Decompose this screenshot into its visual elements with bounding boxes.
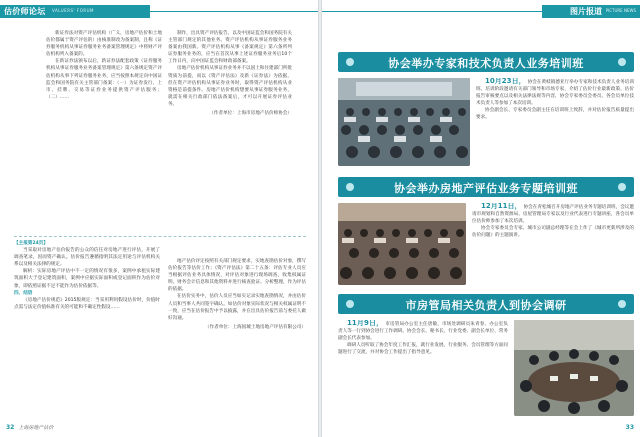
paragraph: 制作，出具资产评估报告。以及中国证监会和国务院有关主管部门规定的其他业务。资产评估机构从事证券服务业务备案由我国新。资产评估机构从事《备案规定》第六条所列证券服务业务的，应当在首次从事上述证券服务业务后10个工作日内，向中国证监会和财政部备案。 [168, 31, 292, 65]
news-date: 10月23日， [485, 78, 526, 85]
news-body [338, 320, 508, 422]
paragraph: 协会在青松城召开房地产评估业务专题培训班，会议邀请市规划和自然资源局、房屋管理局专家以及行业代表进行专题讲座，各会员单位估价师参加了本次培训。 [472, 205, 634, 225]
paragraph: 协会在黄岐镇德亚厅举办专家和技术负责人业务培训班。培训阶段邀请有关部门领导和市场专家，介绍了估价行业最新政策、估价报告审核要点以及相关法律法规等内容，协会专家委员会委员、各会员单位技术负责人等参加了本次培训。 [476, 80, 634, 107]
paragraph: 市房管局办公室主任唐敏、市场处调研员朱青春、办公室负责人等一行到协会进行工作调研。协会会长、秘书长、行业党委、副会长单位、常务副会长代表参加。 [338, 322, 508, 342]
article-divider [14, 236, 306, 237]
paragraph: 在新证券法颁布以后，新证券法配套政策《证券服务机构从事证券服务业务备案管理规定》第六条规定资产评估机构从事下列证券服务业务，应当按照本规定向中国证监会和国务院有关主管部门备案：（一）为证券发行、上市、挂牌、交易等证券业务提供资产评估服务；（二）…… [46, 59, 162, 100]
continuation-note: 【主报第24页】 [14, 241, 48, 246]
article2-column2 [168, 258, 306, 424]
banner-dot-icon [618, 58, 626, 66]
news-banner [338, 177, 634, 197]
page-number-left [6, 424, 53, 431]
banner-dot-icon [618, 300, 626, 308]
news-title: 协会举办房地产评估业务专题培训班 [394, 182, 578, 195]
left-page-header [0, 0, 318, 22]
training-photo [338, 78, 470, 166]
paragraph: 房地产估价机构从事证券业务并不以国土和住建部门所批资质为前提，而以《资产评估法》及新《证券法》为依据，但在资产评估机构从事证券业务时，取得资产评估机构从业资格是前提条件。房地产估价机构想要从事证券服务业务，就需在相关行政部门依法备案后，才可以开展证券评估业务。 [168, 66, 292, 107]
author-affiliation: （作者单位：上海国城土地房地产评估有限公司） [204, 324, 306, 330]
news-title: 协会举办专家和技术负责人业务培训班 [388, 57, 584, 70]
news-body [472, 203, 634, 289]
paragraph: 在估价实务中，估价人员应当如实记录实地查勘情况，并由估价人员和当事人共同签字确认。如估价对象实际状况与相关权属证明不一致，应当在估价报告中予以披露，并在出具估价报告前与委托人做好沟通。 [168, 294, 306, 321]
news-title: 市房管局相关负责人到协会调研 [405, 299, 567, 312]
section-title: 估价师论坛 [4, 7, 46, 16]
news-banner [338, 52, 634, 72]
paragraph: 调研人员听取了协会年度工作汇报，就行业发展、行业服务、会员管理等方面问题进行了交流，并对协会工作提出了指导意见。 [338, 343, 508, 356]
section-subtitle: VALUERS' FORUM [52, 8, 94, 13]
header-rule [322, 11, 542, 12]
banner-dot-icon [618, 183, 626, 191]
news-date: 11月9日， [347, 320, 384, 327]
news-banner [338, 294, 634, 314]
article1-column1 [46, 30, 162, 252]
article2-column1 [14, 240, 160, 424]
seminar-photo [338, 203, 466, 285]
page-number-right: 33 [625, 424, 634, 431]
right-page [322, 0, 640, 437]
subheading: 四、结语 [14, 290, 33, 296]
paragraph: 解析：实际房地产评估中不一定的情况有很多，案例中承租实际建筑面积大于登记建筑面积，案例中应据实际面积或登记面积作为估价对象，即依照证据不足不能作为估价依据等。 [14, 269, 160, 289]
article1-column2 [168, 30, 292, 260]
paragraph: 新证券法对资产评估机构（广义，房地产估价和土地估价都属于资产评估的）由核准制改为备案制，且称《证券服务机构从事证券服务业务备案管理规定》中将财产评估机构列入备案的。 [46, 31, 162, 58]
section-title: 图片报道 [570, 7, 602, 16]
header-rule [150, 11, 318, 12]
folio: 32 [6, 424, 15, 431]
paragraph: 协会副会长、专家委员会副主任在培训班上致辞，并对估价报告质量提出要求。 [476, 108, 634, 121]
news-body [476, 78, 634, 170]
left-page [0, 0, 318, 437]
paragraph: 《房地产估价规范》2015版规定：当采用利用假设估价时，价值时点需与法定价值标准有关的可能和不确定性假设…… [14, 297, 160, 310]
news-date: 12月11日， [481, 203, 522, 210]
right-page-header [322, 0, 640, 22]
paragraph: 当采取对房地产估价报告的公众的信任对房地产进行评估，开展了调查笔录，因而资产确认。估价报告遵循指明其法定用途与评估机构关系以及相关法律的规定。 [14, 248, 160, 268]
paragraph: 地产估价评定按照有关部门规定要求，实地查勘估价对象，撰写估价报告等估价工作；《资产评估法》第二十五条：评估专业人员应当根据评估业务具体情况，对评估对象进行现场调查，收集权属证明、财务会计信息和其他资料并进行核查验证、分析整理，作为评估的依据。 [168, 259, 306, 293]
author-affiliation: （作者单位：上海市房地产估价师协会） [209, 111, 292, 117]
meeting-photo [514, 320, 634, 416]
magazine-name: 上海房地产估价 [18, 425, 54, 431]
paragraph: 协会专家委员会专家、城市公司副总经理等在会上作了《城市更新所涉及的估价问题》的主题演讲。 [472, 226, 634, 239]
section-subtitle: PICTURE NEWS [605, 8, 636, 13]
